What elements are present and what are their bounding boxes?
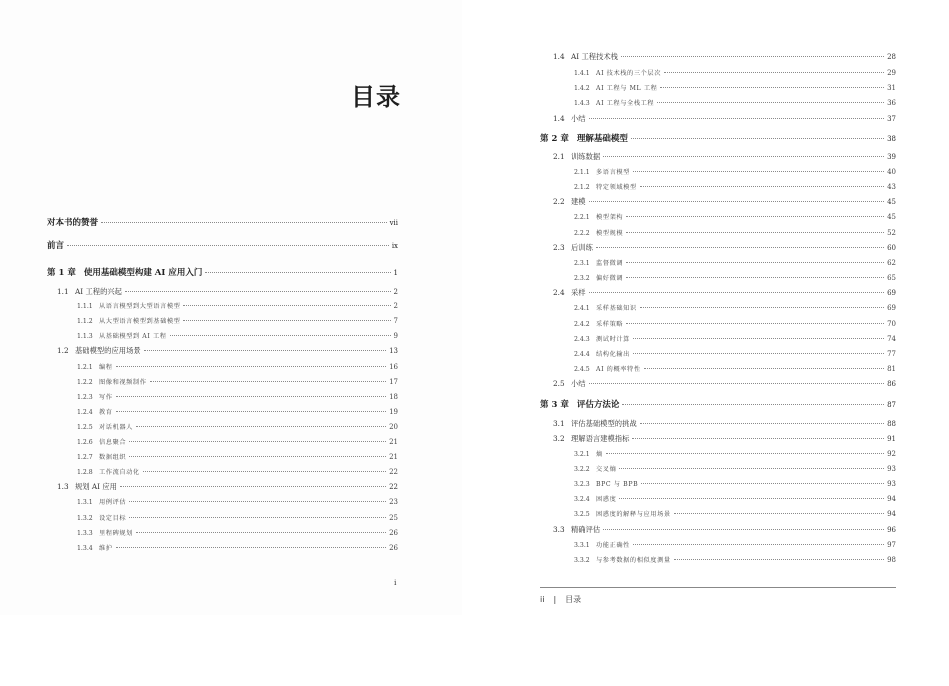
toc-entry-page: 9 [393,332,398,340]
toc-entry-label: 理解语言建模指标 [571,434,630,443]
toc-entry-page: 98 [887,556,896,564]
toc-entry-number: 1.2.8 [77,469,93,476]
toc-entry-number: 1.1 [57,287,69,296]
dot-leader [150,381,387,382]
right-page-footer [540,594,581,605]
toc-entry-label: 精确评估 [571,525,601,534]
dot-leader [116,547,387,548]
toc-entry [574,508,896,521]
toc-entry-page: 17 [389,378,398,386]
toc-entry-page: 38 [887,135,896,143]
toc-entry-number: 1.4.1 [574,70,590,77]
toc-entry-page: 31 [887,84,896,92]
toc-entry-number: 1.2.1 [77,364,93,371]
dot-leader [129,517,386,518]
toc-entry [77,391,398,404]
dot-leader [67,245,389,246]
dot-leader [633,353,884,354]
dot-leader [129,456,386,457]
toc-entry [574,257,896,270]
toc-entry [553,287,896,299]
toc-entry-label: 对话机器人 [99,424,133,431]
toc-entry-label: 采样 [571,288,586,297]
dot-leader [143,471,386,472]
toc-entry-number: 1.2.7 [77,454,93,461]
dot-leader [644,368,884,369]
toc-entry-page: 87 [887,401,896,409]
toc-entry [47,267,398,279]
dot-leader [626,323,884,324]
toc-entry-number: 1.4.2 [574,85,590,92]
toc-entry-label: AI 工程的兴起 [75,287,122,296]
toc-entry [77,466,398,479]
toc-entry-number: 2.3.2 [574,275,590,282]
toc-entry-page: 40 [887,168,896,176]
toc-entry-label: 使用基础模型构建 AI 应用入门 [83,268,203,278]
dot-leader [205,272,390,273]
dot-leader [116,396,387,397]
toc-entry-label: 测试时计算 [596,336,630,343]
toc-entry-number: 3.3 [553,525,565,534]
toc-entry-label: 熵 [596,451,603,458]
toc-entry-page: 65 [887,274,896,282]
toc-entry-label: 多语言模型 [596,169,630,176]
toc-entry [57,286,398,298]
toc-entry-page: 96 [887,526,896,534]
toc-entry-number: 3.2.4 [574,496,590,503]
toc-entry-page: 94 [887,510,896,518]
dot-leader [606,453,884,454]
toc-entry [553,524,896,536]
toc-entry-page: 91 [887,435,896,443]
dot-leader [144,350,386,351]
toc-entry [57,481,398,493]
toc-entry-page: 36 [887,99,896,107]
toc-entry-number: 1.3.4 [77,545,93,552]
toc-entry-page: 52 [887,229,896,237]
toc-entry-page: 13 [389,347,398,355]
toc-entry [57,345,398,357]
dot-leader [621,56,884,57]
toc-entry-label: 规划 AI 应用 [75,482,117,491]
toc-entry [574,318,896,331]
toc-entry [77,300,398,313]
toc-entry [47,217,398,229]
toc-entry-page: 2 [393,288,398,296]
dot-leader [136,426,386,427]
toc-entry [574,333,896,346]
toc-entry-page: 43 [887,183,896,191]
toc-entry-label: 数据组织 [99,454,127,461]
toc-entry-number: 2.4.2 [574,321,590,328]
toc-entry-label: 结构化输出 [596,351,630,358]
toc-entry-label: 图像和视频制作 [99,379,147,386]
toc-entry [77,496,398,509]
toc-entry-number: 1.2 [57,346,69,355]
toc-entry-page: 69 [887,304,896,312]
toc-title: 目录 [351,83,401,111]
toc-entry [574,67,896,80]
dot-leader [120,486,386,487]
toc-entry-label: 对本书的赞誉 [47,218,99,228]
dot-leader [183,320,390,321]
dot-leader [641,483,884,484]
toc-entry-label: 与参考数据的相似度测量 [596,557,671,564]
toc-entry-number: 3.3.2 [574,557,590,564]
toc-entry-page: 70 [887,320,896,328]
toc-entry [77,376,398,389]
toc-entry-number: 2.4 [553,288,565,297]
toc-entry [553,113,896,125]
dot-leader [626,216,884,217]
toc-entry [574,97,896,110]
toc-entry-label: 建模 [571,197,586,206]
dot-leader [626,232,884,233]
toc-entry-page: 26 [389,544,398,552]
toc-entry-page: 69 [887,289,896,297]
toc-entry-label: AI 的概率特性 [596,366,641,373]
toc-entry-label: 维护 [99,545,113,552]
dot-leader [619,468,884,469]
dot-leader [622,404,884,405]
left-page [0,0,462,615]
dot-leader [674,559,884,560]
toc-entry-number: 3.3.1 [574,542,590,549]
left-page-number: i [394,578,397,587]
toc-entry-page: 20 [389,423,398,431]
toc-entry [77,542,398,555]
toc-entry-number: 2.1 [553,152,565,161]
toc-entry [574,302,896,315]
toc-entry [553,51,896,63]
toc-entry-number: 1.2.2 [77,379,93,386]
toc-entry [77,315,398,328]
toc-entry-label: 监督微调 [596,260,624,267]
toc-entry-label: 设定目标 [99,515,127,522]
toc-entry-page: 18 [389,393,398,401]
toc-entry-number: 1.2.4 [77,409,93,416]
toc-entry-number: 2.3 [553,243,565,252]
toc-entry-number: 2.5 [553,379,565,388]
toc-entry [77,361,398,374]
toc-entry-page: 60 [887,244,896,252]
toc-entry-label: 特定领域模型 [596,184,637,191]
toc-entry-label: 模型规模 [596,230,624,237]
toc-entry-page: 29 [887,69,896,77]
dot-leader [631,138,884,139]
toc-entry [553,196,896,208]
toc-entry-number: 1.3.3 [77,530,93,537]
dot-leader [589,383,884,384]
dot-leader [116,366,387,367]
toc-entry-label: 评估方法论 [576,400,620,410]
toc-entry-page: 86 [887,380,896,388]
toc-entry-label: 里程碑规划 [99,530,133,537]
toc-entry-number: 1.2.3 [77,394,93,401]
toc-entry-page: 81 [887,365,896,373]
toc-entry [47,240,398,252]
toc-entry-number: 第 1 章 [47,268,76,278]
toc-entry-number: 2.1.2 [574,184,590,191]
toc-entry [77,451,398,464]
toc-entry-page: 2 [393,302,398,310]
toc-entry-number: 2.2.1 [574,214,590,221]
toc-entry-page: 26 [389,529,398,537]
toc-entry-page: 7 [393,317,398,325]
dot-leader [136,532,386,533]
dot-leader [626,277,884,278]
toc-entry-number: 1.3 [57,482,69,491]
toc-entry-page: 19 [389,408,398,416]
toc-entry-label: 用例评估 [99,499,127,506]
toc-entry-label: AI 工程技术栈 [571,52,618,61]
toc-entry-label: 困惑度的解释与应用场景 [596,511,671,518]
toc-entry-page: 77 [887,350,896,358]
toc-entry-label: AI 工程与 ML 工程 [596,85,658,92]
toc-entry-number: 2.3.1 [574,260,590,267]
toc-entry-number: 3.2.3 [574,481,590,488]
footer-rule [540,587,896,588]
toc-entry-page: 62 [887,259,896,267]
toc-entry-number: 3.2.1 [574,451,590,458]
dot-leader [633,338,884,339]
dot-leader [633,544,884,545]
toc-entry-page: ix [391,242,398,250]
dot-leader [170,335,391,336]
footer-separator: | [553,595,557,604]
right-page-number: ii [540,595,545,604]
toc-entry [574,166,896,179]
toc-entry-label: 困惑度 [596,496,617,503]
toc-entry-label: 偏好微调 [596,275,624,282]
toc-entry-number: 1.1.3 [77,333,93,340]
toc-entry [574,448,896,461]
toc-entry-number: 第 2 章 [540,134,569,144]
dot-leader [664,72,884,73]
toc-entry-page: 21 [389,453,398,461]
dot-leader [632,438,884,439]
dot-leader [129,441,386,442]
toc-entry-label: BPC 与 BPB [596,481,639,488]
dot-leader [640,186,884,187]
toc-entry-page: 97 [887,541,896,549]
toc-entry-page: 21 [389,438,398,446]
toc-entry-number: 3.2 [553,434,565,443]
toc-entry-label: 工作流自动化 [99,469,140,476]
toc-entry [553,151,896,163]
toc-entry-label: 从语言模型到大型语言模型 [99,303,181,310]
toc-entry [574,539,896,552]
toc-entry-label: AI 工程与全栈工程 [596,100,655,107]
toc-entry-label: 采样基础知识 [596,305,637,312]
toc-entry-label: 模型架构 [596,214,624,221]
toc-entry-number: 3.2.5 [574,511,590,518]
toc-entry [574,272,896,285]
toc-entry-page: 1 [393,269,398,277]
toc-entry [574,478,896,491]
toc-entry-label: 小结 [571,114,586,123]
toc-entry [574,463,896,476]
toc-entry [77,527,398,540]
toc-entry-label: 信息聚合 [99,439,127,446]
toc-entry-number: 2.4.3 [574,336,590,343]
toc-entry-label: 评估基础模型的挑战 [571,419,637,428]
toc-entry-label: 采样策略 [596,321,624,328]
toc-entry-page: vii [389,219,398,227]
toc-entry-number: 1.4 [553,52,565,61]
toc-entry-number: 2.1.1 [574,169,590,176]
toc-entry-number: 1.4 [553,114,565,123]
dot-leader [603,529,884,530]
toc-entry-page: 93 [887,480,896,488]
toc-entry-label: 交叉熵 [596,466,617,473]
toc-entry [77,421,398,434]
toc-entry-label: 基础模型的应用场景 [75,346,141,355]
toc-entry-page: 39 [887,153,896,161]
dot-leader [589,201,884,202]
toc-entry-page: 37 [887,115,896,123]
toc-entry-page: 25 [389,514,398,522]
toc-entry-number: 1.4.3 [574,100,590,107]
toc-entry-label: 教育 [99,409,113,416]
toc-entry-page: 22 [389,483,398,491]
toc-entry [574,363,896,376]
toc-entry-page: 92 [887,450,896,458]
dot-leader [603,156,884,157]
toc-entry-page: 74 [887,335,896,343]
dot-leader [640,307,884,308]
dot-leader [640,423,884,424]
toc-entry-label: 小结 [571,379,586,388]
toc-entry-number: 3.2.2 [574,466,590,473]
toc-entry-page: 45 [887,213,896,221]
dot-leader [589,118,884,119]
dot-leader [596,247,884,248]
dot-leader [101,222,387,223]
toc-entry-number: 第 3 章 [540,400,569,410]
toc-entry-label: AI 技术栈的三个层次 [596,70,661,77]
toc-entry-label: 功能正确性 [596,542,630,549]
dot-leader [633,171,884,172]
dot-leader [626,262,884,263]
toc-entry [574,181,896,194]
toc-entry [574,348,896,361]
toc-entry [574,211,896,224]
toc-entry-number: 1.1.1 [77,303,93,310]
toc-entry [77,512,398,525]
toc-entry-label: 编程 [99,364,113,371]
dot-leader [129,501,386,502]
toc-entry-page: 23 [389,498,398,506]
toc-entry-number: 1.3.1 [77,499,93,506]
toc-entry-label: 写作 [99,394,113,401]
toc-entry [574,82,896,95]
dot-leader [619,498,884,499]
dot-leader [660,87,884,88]
dot-leader [589,292,884,293]
toc-entry [553,433,896,445]
toc-entry-number: 2.4.5 [574,366,590,373]
toc-entry [574,227,896,240]
running-head: 目录 [565,595,582,604]
toc-entry-label: 训练数据 [571,152,601,161]
toc-entry-label: 从基础模型到 AI 工程 [99,333,167,340]
toc-entry-label: 后训练 [571,243,593,252]
toc-entry-label: 从大型语言模型到基础模型 [99,318,181,325]
toc-entry-label: 理解基础模型 [576,134,628,144]
dot-leader [674,513,884,514]
toc-entry [540,133,896,145]
dot-leader [116,411,387,412]
toc-entry-page: 45 [887,198,896,206]
toc-entry-page: 94 [887,495,896,503]
toc-entry-number: 1.3.2 [77,515,93,522]
toc-entry [553,418,896,430]
toc-entry [553,378,896,390]
toc-entry-label: 前言 [47,241,65,251]
toc-entry [540,399,896,411]
toc-entry-page: 93 [887,465,896,473]
toc-entry-number: 1.2.5 [77,424,93,431]
toc-entry-number: 2.4.4 [574,351,590,358]
dot-leader [183,305,390,306]
dot-leader [125,291,391,292]
toc-entry-number: 1.1.2 [77,318,93,325]
toc-entry-page: 88 [887,420,896,428]
toc-entry [574,554,896,567]
toc-entry-number: 2.2 [553,197,565,206]
dot-leader [657,102,884,103]
toc-entry-page: 16 [389,363,398,371]
right-page [478,0,949,615]
toc-entry-number: 3.1 [553,419,565,428]
toc-entry [553,242,896,254]
toc-entry-number: 2.4.1 [574,305,590,312]
toc-entry-page: 22 [389,468,398,476]
toc-entry [77,330,398,343]
toc-entry [77,406,398,419]
toc-entry [77,436,398,449]
toc-entry-page: 28 [887,53,896,61]
toc-entry-number: 1.2.6 [77,439,93,446]
toc-entry-number: 2.2.2 [574,230,590,237]
toc-entry [574,493,896,506]
